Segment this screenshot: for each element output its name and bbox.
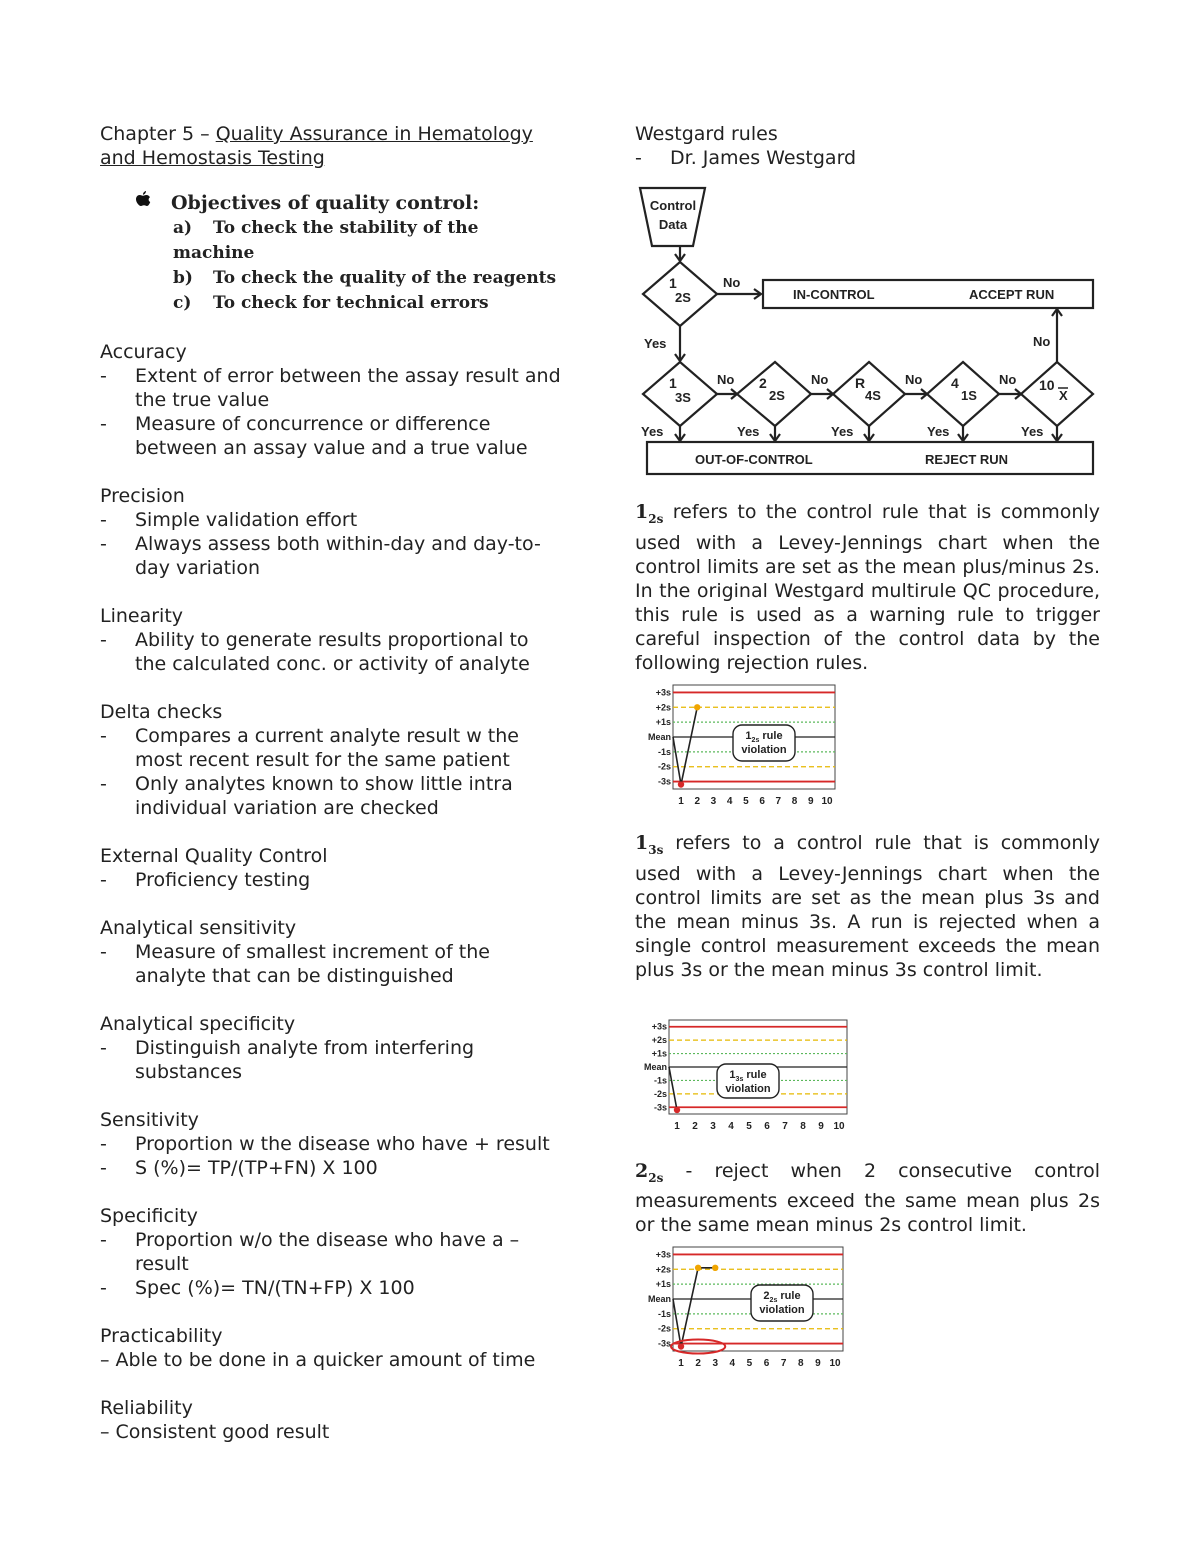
x-tick-label: 9 [807,795,814,807]
data-point [674,1106,680,1112]
list-item: - S (%)= TP/(TP+FN) X 100 [100,1157,378,1179]
x-tick-label: 7 [782,1120,788,1132]
levey-jennings-chart-22s [635,1241,1100,1371]
section-heading: Analytical sensitivity [100,917,297,939]
chapter-title [100,122,565,170]
section-heading: Reliability [100,1397,193,1419]
callout-sub: 2s [769,1297,778,1305]
level-label: +2s [655,1264,671,1275]
objectives-list [135,216,565,316]
x-tick-label: 6 [764,1120,770,1132]
level-label: -3s [657,776,671,787]
callout-rest: rule [759,729,783,742]
title-separator: – [194,123,216,145]
x-tick-label: 6 [759,795,765,807]
level-label: Mean [647,731,671,742]
no-label: No [905,372,923,387]
x-tick-label: 3 [710,795,717,807]
no-label: No [717,372,735,387]
list-item: - Spec (%)= TN/(TN+FP) X 100 [100,1277,415,1299]
x-tick-label: 8 [797,1358,804,1370]
left-column [100,122,565,1444]
section-analytical-sensitivity [100,916,565,988]
rule-label: 2 [759,375,767,391]
author-name: Dr. James Westgard [670,147,857,169]
section-specificity [100,1204,565,1300]
data-point [694,704,700,710]
level-label: -2s [657,1324,671,1335]
flow-start-label: Control [649,198,697,213]
callout-num: 1 [745,729,752,742]
data-point [678,1344,684,1350]
callout-rest: rule [777,1290,801,1303]
reject-run-label: REJECT RUN [925,452,1009,467]
callout-num: 2 [763,1290,770,1303]
list-item: - Proportion w/o the disease who have a – result [100,1229,520,1275]
rule-label: 1S [961,388,977,403]
levey-jennings-chart-12s [635,679,1100,809]
flow-start-label: Data [658,217,688,232]
list-item: - Ability to generate results proportional to the calculated conc. or activity of analyte [100,629,530,675]
right-column [635,122,1100,1371]
section-heading: External Quality Control [100,845,328,867]
list-item: a) To check the stability of the machine [173,218,479,263]
list-item: - Distinguish analyte from interfering substances [100,1037,475,1083]
section-accuracy [100,340,565,460]
list-item: - Simple validation effort [100,509,358,531]
data-point [678,781,684,787]
section-heading: Precision [100,485,185,507]
x-tick-label: 7 [780,1358,787,1370]
section-heading: Practicability [100,1325,223,1347]
rule-label: R [855,375,866,391]
yes-label: Yes [1021,424,1044,439]
rule-label: 2S [675,290,691,305]
callout-title [763,1290,800,1304]
x-tick-label: 3 [712,1358,719,1370]
x-tick-label: 6 [763,1358,770,1370]
chapter-number: Chapter 5 [100,123,195,145]
section-heading: Sensitivity [100,1109,199,1131]
callout-line2: violation [759,1304,805,1317]
chart-svg [635,679,845,811]
level-label: +1s [655,1279,671,1290]
out-of-control-label: OUT-OF-CONTROL [695,452,813,467]
x-tick-label: 7 [775,795,782,807]
level-label: -3s [657,1338,671,1349]
callout-sub: 3s [735,1075,744,1083]
chapter-subject: Quality Assurance in Hematology and Hemostasis Testing [100,123,533,169]
no-label: No [1033,334,1051,349]
x-tick-label: 1 [674,1120,680,1132]
level-label: +2s [655,702,671,713]
objectives-heading: Objectives of quality control: [171,192,480,214]
rule-label: 1 [669,375,677,391]
level-label: +1s [655,716,671,727]
x-tick-label: 5 [746,1358,753,1370]
rule-13s-paragraph: $1_{3s}$ refers to a control rule that is commonly used with a Levey-Jennings chart when the control limits are set as the mean plus 3s and the mean minus 3s. A run is rejected when a single control measurement exceeds the mean plus 3s or the mean minus 3s control limit. [635,831,1100,981]
x-tick-label: 5 [746,1120,752,1132]
list-item: - Always assess both within-day and day-to-day variation [100,533,541,579]
rule-label: 1 [669,275,677,291]
section-heading: Analytical specificity [100,1013,296,1035]
level-label: +3s [651,1021,667,1032]
callout-title [745,730,782,744]
list-item: c) To check for technical errors [173,293,489,313]
chart-svg [635,1241,853,1373]
rule-12s-paragraph: $1_{2s}$ refers to the control rule that is commonly used with a Levey-Jennings chart when the control limits are set as the mean plus/minus 2s. In the original Westgard multirule QC procedure, this rule is used as a warning rule to trigger careful inspection of the control data by the following rejection rules. [635,501,1100,674]
level-label: -1s [657,746,671,757]
section-linearity [100,604,565,676]
levey-jennings-chart-13s [635,1014,1100,1139]
callout-line2: violation [725,1082,771,1095]
apple-bullet-icon [135,190,171,216]
x-tick-label: 8 [791,795,798,807]
level-label: +2s [651,1034,667,1045]
section-practicability [100,1324,565,1372]
accept-run-label: ACCEPT RUN [969,287,1055,302]
x-tick-label: 10 [829,1358,841,1370]
section-line: – Able to be done in a quicker amount of time [100,1349,536,1371]
section-heading: Accuracy [100,341,187,363]
rule-label: 10 [1039,377,1055,393]
level-label: +3s [655,687,671,698]
x-tick-label: 1 [678,795,684,807]
rule-label: 4 [951,375,959,391]
callout-title [729,1069,766,1083]
no-label: No [723,275,741,290]
callout-sub: 2s [751,736,760,744]
x-tick-label: 4 [726,795,733,807]
list-item: - Proportion w the disease who have + result [100,1133,550,1155]
callout-num: 1 [729,1068,736,1081]
x-tick-label: 5 [743,795,749,807]
x-tick-label: 2 [692,1120,698,1132]
yes-label: Yes [927,424,950,439]
x-tick-label: 10 [833,1120,845,1132]
westgard-flowchart [635,184,1100,482]
section-delta-checks [100,700,565,820]
x-tick-label: 2 [695,1358,701,1370]
x-tick-label: 3 [710,1120,716,1132]
level-label: -2s [657,761,671,772]
level-label: -2s [653,1088,667,1099]
list-item: - Only analytes known to show little intra individual variation are checked [100,773,513,819]
section-analytical-specificity [100,1012,565,1084]
section-heading: Specificity [100,1205,198,1227]
data-point [695,1265,701,1271]
yes-label: Yes [641,424,664,439]
level-label: +3s [655,1249,671,1260]
x-tick-label: 9 [815,1358,821,1370]
level-label: Mean [643,1061,667,1072]
data-point [712,1265,718,1271]
x-tick-label: 4 [729,1358,736,1370]
section-heading: Delta checks [100,701,223,723]
chart-svg [635,1014,857,1136]
level-label: Mean [647,1294,671,1305]
list-item: - Proficiency testing [100,869,311,891]
level-label: -3s [653,1101,667,1112]
x-tick-label: 10 [821,795,833,807]
yes-label: Yes [737,424,760,439]
level-label: +1s [651,1048,667,1059]
list-item: b) To check the quality of the reagents [173,268,557,288]
list-item: - Measure of concurrence or difference between an assay value and a true value [100,413,528,459]
section-line: – Consistent good result [100,1421,330,1443]
rule-22s-paragraph: $2_{2s}$ - reject when 2 consecutive control measurements exceed the same mean plus 2s or the same mean minus 2s control limit. [635,1159,1100,1237]
callout-line2: violation [741,743,787,756]
author-line: - Dr. James Westgard [635,146,1100,170]
in-control-label: IN-CONTROL [793,287,875,302]
list-item: - Compares a current analyte result w the most recent result for the same patient [100,725,519,771]
rule-label: 4S [865,388,881,403]
level-label: -1s [653,1075,667,1086]
list-item: - Extent of error between the assay result and the true value [100,365,561,411]
section-reliability [100,1396,565,1444]
x-tick-label: 1 [678,1358,684,1370]
x-tick-label: 2 [694,795,701,807]
rule-label: 3S [675,390,691,405]
x-tick-label: 9 [818,1120,824,1132]
x-tick-label: 8 [800,1120,806,1132]
section-precision [100,484,565,580]
level-label: -1s [657,1309,671,1320]
section-sensitivity [100,1108,565,1180]
x-tick-label: 4 [728,1120,734,1132]
section-heading: Linearity [100,605,184,627]
section-external-qc [100,844,565,892]
callout-rest: rule [743,1068,767,1081]
yes-label: Yes [831,424,854,439]
westgard-heading: Westgard rules [635,123,778,145]
objectives-block [135,190,565,316]
rule-10x-diamond [1021,362,1093,426]
rule-label: 2S [769,388,785,403]
yes-label: Yes [644,336,667,351]
no-label: No [811,372,829,387]
no-label: No [999,372,1017,387]
list-item: - Measure of smallest increment of the analyte that can be distinguished [100,941,490,987]
rule-label: X [1059,388,1068,403]
